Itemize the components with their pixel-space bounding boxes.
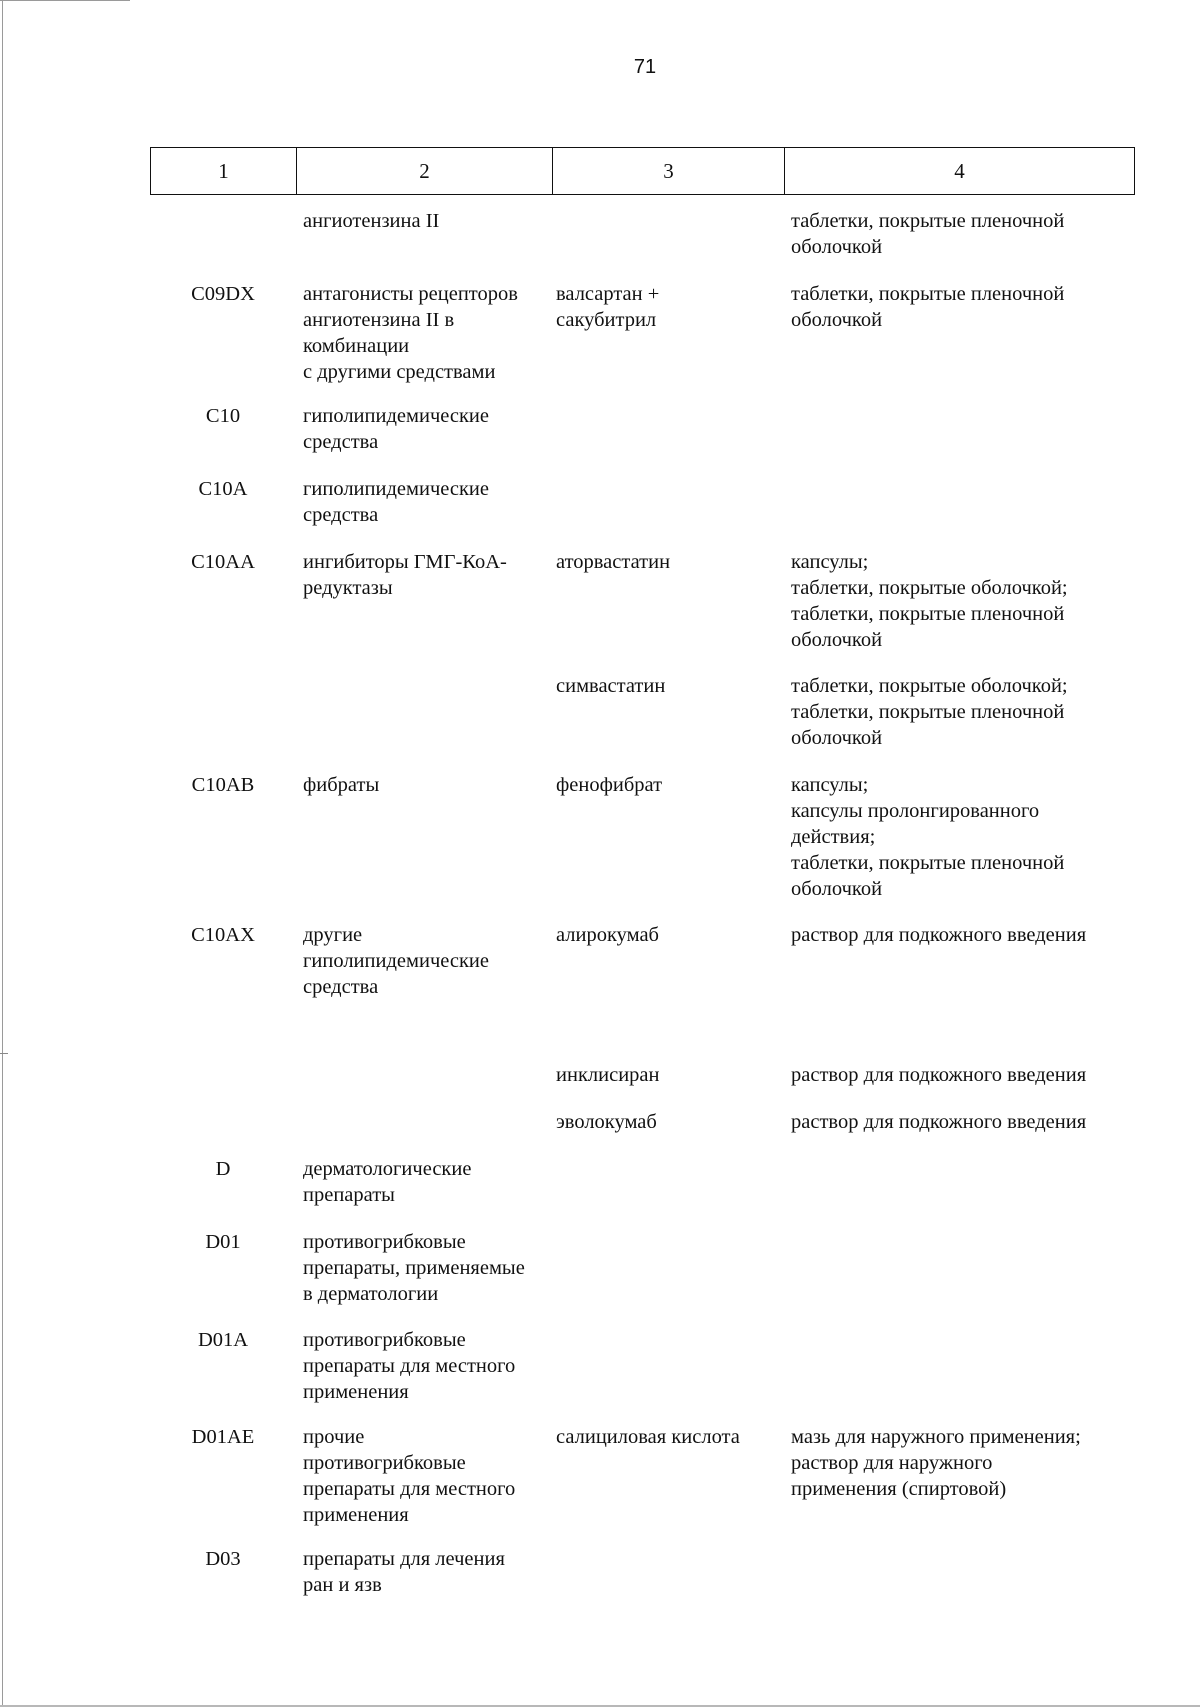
dosage-form: таблетки, покрытые пленочной оболочкой xyxy=(791,210,1065,258)
group-name: ангиотензина II xyxy=(303,210,440,232)
group-name: препараты для лечения ран и язв xyxy=(303,1548,505,1596)
drug-name: алирокумаб xyxy=(556,924,659,946)
dosage-form: мазь для наружного применения; раствор для наружного применения (спиртовой) xyxy=(791,1426,1081,1500)
atc-code: C10AX xyxy=(191,924,255,946)
drug-name: инклисиран xyxy=(556,1064,660,1086)
atc-code: D xyxy=(215,1158,231,1180)
dosage-form: капсулы; таблетки, покрытые оболочкой; таблетки, покрытые пленочной оболочкой xyxy=(791,551,1068,651)
atc-code: C09DX xyxy=(191,283,255,305)
atc-code: D03 xyxy=(205,1548,241,1570)
group-name: дерматологические препараты xyxy=(303,1158,472,1206)
group-name: другие гиполипидемические средства xyxy=(303,924,489,998)
dosage-form: таблетки, покрытые оболочкой; таблетки, покрытые пленочной оболочкой xyxy=(791,675,1068,749)
drug-name: фенофибрат xyxy=(556,774,663,796)
group-name: гиполипидемические средства xyxy=(303,478,489,526)
drug-name: симвастатин xyxy=(556,675,666,697)
group-name: противогрибковые препараты для местного применения xyxy=(303,1329,516,1403)
group-name: гиполипидемические средства xyxy=(303,405,489,453)
atc-code: C10 xyxy=(205,405,241,427)
header-col-2: 2 xyxy=(297,148,553,194)
group-name: противогрибковые препараты, применяемые в дерматологии xyxy=(303,1231,525,1305)
atc-code: C10AB xyxy=(191,774,255,796)
group-name: ингибиторы ГМГ-КоА- редуктазы xyxy=(303,551,507,599)
drug-name: аторвастатин xyxy=(556,551,671,573)
atc-code: C10A xyxy=(198,478,248,500)
atc-code: D01 xyxy=(205,1231,241,1253)
dosage-form: таблетки, покрытые пленочной оболочкой xyxy=(791,283,1065,331)
dosage-form: капсулы; капсулы пролонгированного действия; таблетки, покрытые пленочной оболочкой xyxy=(791,774,1065,900)
atc-code: D01AE xyxy=(191,1426,255,1448)
drug-name: салициловая кислота xyxy=(556,1426,740,1448)
header-col-4: 4 xyxy=(954,158,965,183)
dosage-form: раствор для подкожного введения xyxy=(791,924,1087,946)
group-name: прочие противогрибковые препараты для местного применения xyxy=(303,1426,516,1526)
dosage-form: раствор для подкожного введения xyxy=(791,1064,1087,1086)
header-col-3: 3 xyxy=(553,148,785,194)
drug-name: эволокумаб xyxy=(556,1111,657,1133)
group-name: антагонисты рецепторов ангиотензина II в комбинации с другими средствами xyxy=(303,283,518,383)
page-number: 71 xyxy=(633,56,657,78)
atc-code: C10AA xyxy=(191,551,255,573)
drug-name: валсартан + сакубитрил xyxy=(556,283,660,331)
group-name: фибраты xyxy=(303,774,380,796)
atc-code: D01A xyxy=(197,1329,249,1351)
header-col-1: 1 xyxy=(151,148,297,194)
dosage-form: раствор для подкожного введения xyxy=(791,1111,1087,1133)
